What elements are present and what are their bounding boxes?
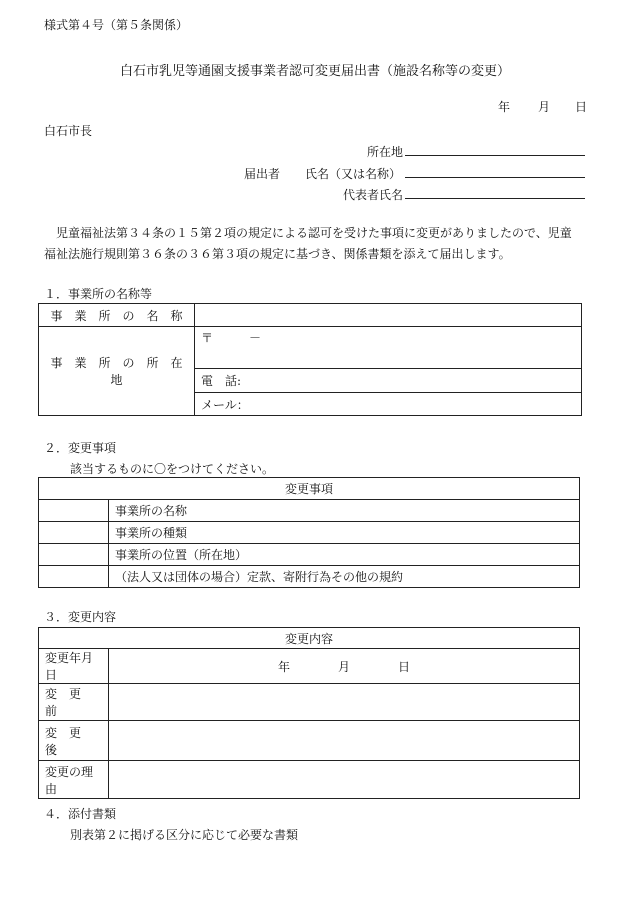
section1-heading: １．事業所の名称等: [44, 287, 153, 301]
change-items-header: 変更事項: [39, 478, 580, 500]
addressee: 白石市長: [44, 124, 93, 138]
body-text-line2: 福祉法施行規則第３６条の３６第３項の規定に基づき、関係書類を添えて届出します。: [44, 247, 511, 261]
date-month: 月: [538, 100, 551, 114]
submitter-label: 届出者: [244, 167, 281, 181]
form-number: 様式第４号（第５条関係）: [44, 18, 189, 32]
body-text-line1: 児童福祉法第３４条の１５第２項の規定による認可を受けた事項に変更がありましたので、児童: [56, 226, 572, 240]
before-field[interactable]: [109, 684, 580, 721]
after-label: 変 更 後: [39, 721, 109, 761]
name-label: 氏名（又は名称）: [305, 167, 402, 181]
change-item-label: 事業所の種類: [109, 522, 580, 544]
facility-name-label: 事 業 所 の 名 称: [39, 304, 195, 327]
change-details-header: 変更内容: [39, 628, 580, 649]
location-field[interactable]: [405, 155, 585, 156]
change-item-label: 事業所の名称: [109, 500, 580, 522]
section3-heading: ３．変更内容: [44, 610, 117, 624]
postal-code-field[interactable]: 〒 －: [195, 327, 582, 369]
before-label: 変 更 前: [39, 684, 109, 721]
change-details-table: [38, 627, 580, 799]
date-day: 日: [575, 100, 588, 114]
mail-field[interactable]: メール：: [195, 393, 582, 416]
change-item-label: 事業所の位置（所在地）: [109, 544, 580, 566]
change-date-field[interactable]: 年 月 日: [109, 649, 580, 684]
date-year: 年: [498, 100, 511, 114]
change-item-checkbox[interactable]: [39, 522, 109, 544]
reason-label: 変更の理由: [39, 761, 109, 799]
section2-instruction: 該当するものに〇をつけてください。: [70, 462, 275, 476]
change-item-label: （法人又は団体の場合）定款、寄附行為その他の規約: [109, 566, 580, 588]
facility-table: [38, 303, 582, 416]
representative-label: 代表者氏名: [343, 188, 404, 202]
section2-heading: ２．変更事項: [44, 441, 117, 455]
facility-name-field[interactable]: [195, 304, 582, 327]
name-field[interactable]: [405, 177, 585, 178]
change-date-label: 変更年月日: [39, 649, 109, 684]
attachment-text: 別表第２に掲げる区分に応じて必要な書類: [70, 828, 299, 842]
location-label: 所在地: [367, 145, 404, 159]
after-field[interactable]: [109, 721, 580, 761]
document-title: 白石市乳児等通園支援事業者認可変更届出書（施設名称等の変更）: [119, 64, 510, 79]
representative-field[interactable]: [405, 198, 585, 199]
change-item-checkbox[interactable]: [39, 566, 109, 588]
section4-heading: ４．添付書類: [44, 807, 117, 821]
change-item-checkbox[interactable]: [39, 500, 109, 522]
facility-address-label: 事 業 所 の 所 在 地: [39, 327, 195, 416]
change-item-checkbox[interactable]: [39, 544, 109, 566]
phone-field[interactable]: 電 話:: [195, 369, 582, 393]
reason-field[interactable]: [109, 761, 580, 799]
change-items-table: [38, 477, 580, 588]
